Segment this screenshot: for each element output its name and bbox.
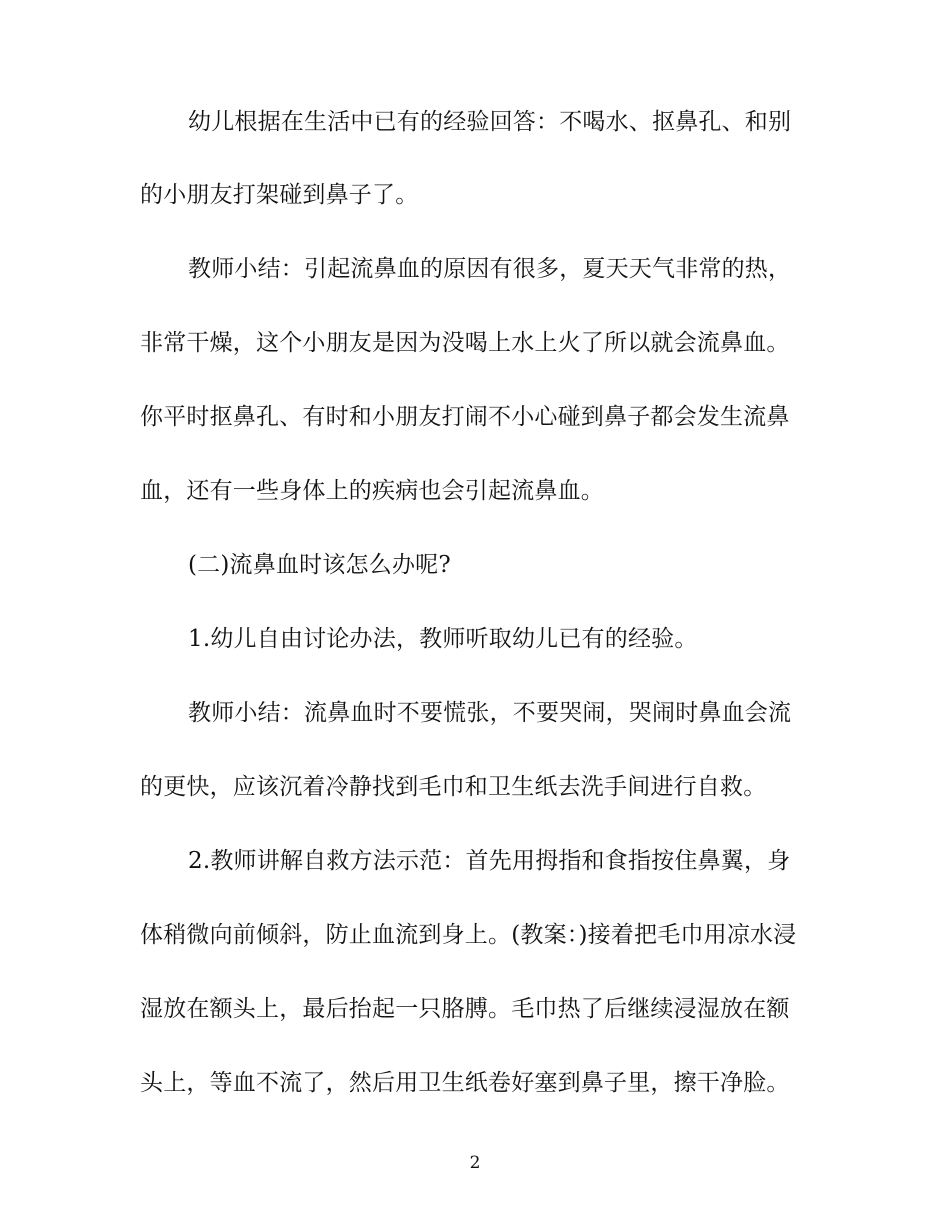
paragraph-line: 你平时抠鼻孔、有时和小朋友打闹不小心碰到鼻子都会发生流鼻 [140,404,790,430]
paragraph-line: 头上，等血不流了，然后用卫生纸卷好塞到鼻子里，擦干净脸。 [140,1070,790,1096]
paragraph-line: 2.教师讲解自救方法示范：首先用拇指和食指按住鼻翼，身 [188,848,791,874]
paragraph-line: 的小朋友打架碰到鼻子了。 [140,182,419,208]
paragraph-line: 体稍微向前倾斜，防止血流到身上。(教案：)接着把毛巾用凉水浸 [140,922,797,948]
paragraph-line: 教师小结：流鼻血时不要慌张，不要哭闹，哭闹时鼻血会流 [188,700,792,726]
paragraph-line: 非常干燥，这个小朋友是因为没喝上水上火了所以就会流鼻血。 [140,330,790,356]
paragraph-line: 湿放在额头上，最后抬起一只胳膊。毛巾热了后继续浸湿放在额 [140,996,790,1022]
paragraph-line: 教师小结：引起流鼻血的原因有很多，夏天天气非常的热， [188,256,792,282]
paragraph-line: 1.幼儿自由讨论办法，教师听取幼儿已有的经验。 [188,626,698,652]
paragraph-line: 血，还有一些身体上的疾病也会引起流鼻血。 [140,478,604,504]
page-number: 2 [469,1153,481,1173]
paragraph-line: 的更快，应该沉着冷静找到毛巾和卫生纸去洗手间进行自救。 [140,774,767,800]
paragraph-line: 幼儿根据在生活中已有的经验回答：不喝水、抠鼻孔、和别 [188,109,792,135]
section-heading: (二)流鼻血时该怎么办呢? [188,552,451,578]
